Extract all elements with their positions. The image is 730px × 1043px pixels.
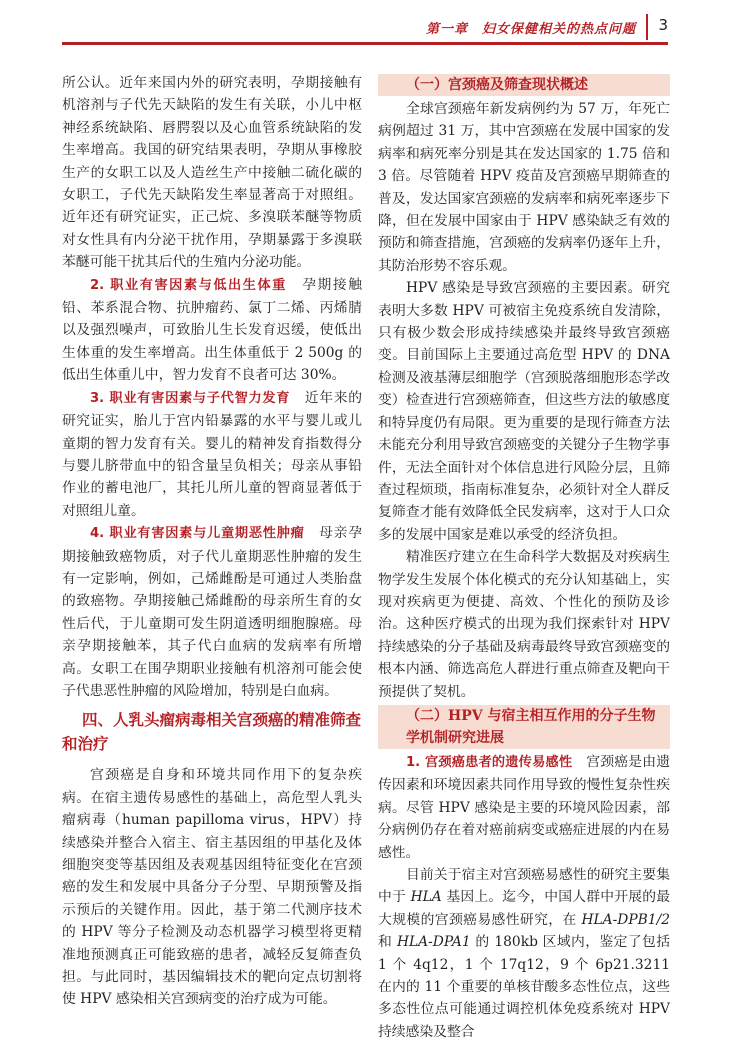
paragraph: 目前关于宿主对宫颈癌易感性的研究主要集中于 HLA 基因上。迄今，中国人群中开展的最大规模的宫颈癌易感性研究，在 HLA-DPB1/2 和 HLA-DPA1 的 180kb 区域内，鉴定了包括 1 个 4q12，1 个 17q12，9 个 6p21.3211 在内的 11 个重要的单核苷酸多态性位点，这些多态性位点可能通过调控机体免疫系统对 HPV 持续感染及整合 <box>378 867 671 1040</box>
header-separator <box>646 14 648 40</box>
section-title: 四、人乳头瘤病毒相关宫颈癌的精准筛查和治疗 <box>62 711 362 754</box>
paragraph <box>62 387 362 522</box>
running-head-title: 第一章 妇女保健相关的热点问题 <box>425 22 636 37</box>
paragraph <box>378 751 670 864</box>
gene-name: HLA <box>410 889 442 906</box>
subheading-childhood-tumor: 4. 职业有害因素与儿童期恶性肿瘤 <box>90 526 305 542</box>
paragraph-text: 近年来的研究证实，胎儿于宫内铅暴露的水平与婴儿或儿童期的智力发育有关。婴儿的精神发育指数得分与婴儿脐带血中的铅含量呈负相关；母亲从事铅作业的蓄电池厂，其托儿所儿童的智商显著低于对照组儿童。 <box>62 389 363 519</box>
header-rule <box>62 42 668 45</box>
paragraph-text: 孕期接触铅、苯系混合物、抗肿瘤药、氯丁二烯、丙烯腈以及强烈噪声，可致胎儿生长发育迟缓，使低出生体重的发生率增高。出生体重低于 2 500g 的低出生体重儿中，智力发育不良者可达 30%。 <box>62 276 363 384</box>
paragraph <box>62 522 362 702</box>
left-column <box>62 72 362 1011</box>
subsection-band-mechanism: （二）HPV 与宿主相互作用的分子生物学机制研究进展 <box>378 705 670 749</box>
page-number: 3 <box>658 16 668 34</box>
subsection-band-overview: （一）宫颈癌及筛查现状概述 <box>378 74 670 96</box>
paragraph: 宫颈癌是自身和环境共同作用下的复杂疾病。在宿主遗传易感性的基础上，高危型人乳头瘤病毒（human papilloma virus，HPV）持续感染并整合入宿主、宿主基因组的甲基化及体细胞突变等基因组及表观基因组特征变化在宫颈癌的发生和发展中具备分子分型、早期预警及指示预后的关键作用。因此，基于第二代测序技术的 HPV 等分子检测及动态机器学习模型将更精准地预测真正可能致癌的患者，减轻反复筛查负担。与此同时，基因编辑技术的靶向定点切割将使 HPV 感染相关宫颈病变的治疗成为可能。 <box>62 767 362 1008</box>
subheading-low-birth-weight: 2. 职业有害因素与低出生体重 <box>90 277 287 293</box>
subheading-genetic-susceptibility: 1. 宫颈癌患者的遗传易感性 <box>406 754 573 770</box>
paragraph: 全球宫颈癌年新发病例约为 57 万，年死亡病例超过 31 万，其中宫颈癌在发展中国家的发病率和病死率分别是其在发达国家的 1.75 倍和 3 倍。尽管随着 HPV 疫苗及宫颈癌早期筛查的普及，发达国家宫颈癌的发病率和病死率逐步下降，但在发展中国家由于 HPV 感染缺乏有效的预防和筛查措施，宫颈癌的发病率仍逐年上升，其防治形势不容乐观。 <box>378 101 670 274</box>
gene-name: HLA-DPA1 <box>396 934 471 951</box>
right-column <box>378 72 670 1043</box>
subheading-intelligence: 3. 职业有害因素与子代智力发育 <box>90 390 291 406</box>
page-header <box>0 0 730 70</box>
paragraph: 所公认。近年来国内外的研究表明，孕期接触有机溶剂与子代先天缺陷的发生有关联，小儿中枢神经系统缺陷、唇腭裂以及心血管系统缺陷的发生率增高。我国的研究结果表明，孕期从事橡胶生产的女职工以及人造丝生产中接触二硫化碳的女职工，子代先天缺陷发生率显著高于对照组。近年还有研究证实，正己烷、多溴联苯醚等物质对女性具有内分泌干扰作用，孕期暴露于多溴联苯醚可能干扰其后代的生殖内分泌功能。 <box>62 75 362 271</box>
gene-name: HLA-DPB1/2 <box>581 911 670 928</box>
paragraph: HPV 感染是导致宫颈癌的主要因素。研究表明大多数 HPV 可被宿主免疫系统自发清除，只有极少数会形成持续感染并最终导致宫颈癌变。目前国际上主要通过高危型 HPV 的 DNA 检测及液基薄层细胞学（宫颈脱落细胞形态学改变）检查进行宫颈癌筛查，但这些方法的敏感度和特异度仍有局限。更为重要的是现行筛查方法未能充分利用导致宫颈癌变的关键分子生物学事件，无法全面针对个体信息进行风险分层，且筛查过程烦琐，指南标准复杂，必须针对全人群反复筛查才能有效降低全民发病率，这对于人口众多的发展中国家是难以承受的经济负担。 <box>378 280 670 543</box>
paragraph: 精准医疗建立在生命科学大数据及对疾病生物学发生发展个体化模式的充分认知基础上，实现对疾病更为便捷、高效、个性化的预防及诊治。这种医疗模式的出现为我们探索针对 HPV 持续感染的分子基础及病毒最终导致宫颈癌变的根本内涵、筛选高危人群进行重点筛查及靶向干预提供了契机。 <box>378 549 670 700</box>
paragraph-text: 母亲孕期接触致癌物质，对子代儿童期恶性肿瘤的发生有一定影响，例如，己烯雌酚是可通过人类胎盘的致癌物。孕期接触己烯雌酚的母亲所生育的女性后代，于儿童期可发生阴道透明细胞腺癌。母亲孕期接触苯，其子代白血病的发病率有所增高。女职工在围孕期职业接触有机溶剂可能会使子代患恶性肿瘤的风险增加，特别是白血病。 <box>62 525 363 699</box>
paragraph-text: 宫颈癌是由遗传因素和环境因素共同作用导致的慢性复杂性疾病。尽管 HPV 感染是主要的环境风险因素，部分病例仍存在着对癌前病变或癌症进展的内在易感性。 <box>378 753 671 861</box>
paragraph <box>62 274 362 387</box>
